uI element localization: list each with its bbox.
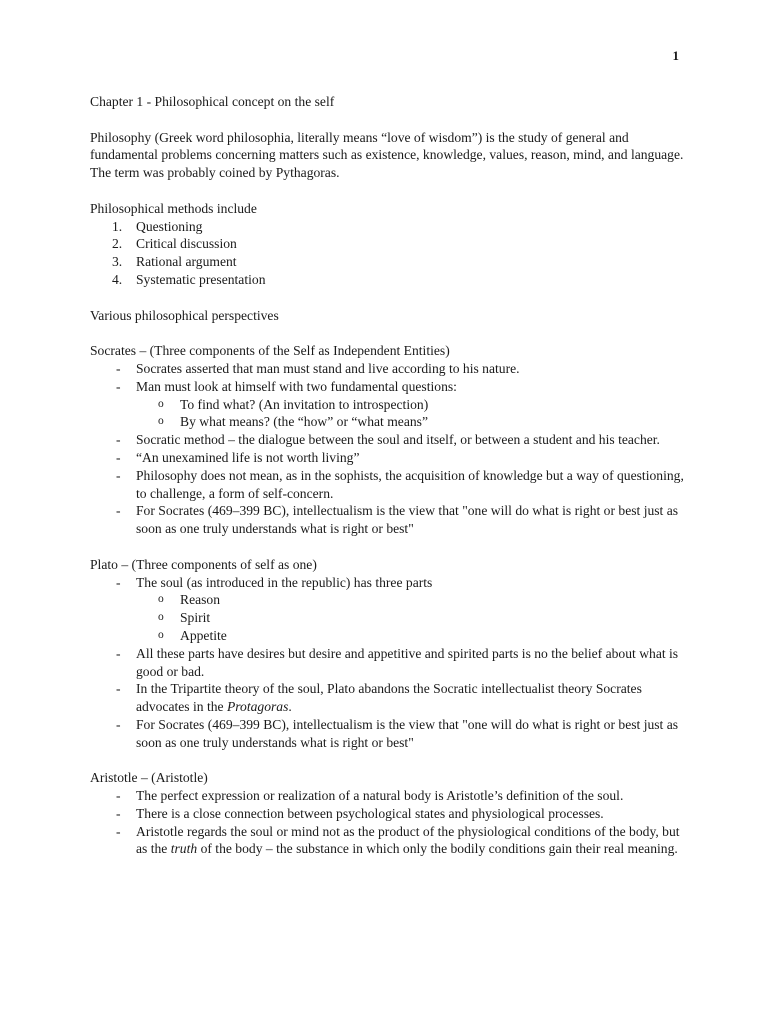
list-item-text xyxy=(136,824,680,857)
list-item-text xyxy=(136,681,642,714)
sub-list-item xyxy=(90,396,690,414)
socrates-list xyxy=(90,360,690,538)
list-item xyxy=(90,823,690,859)
list-item-text: Socrates asserted that man must stand and live according to his nature. xyxy=(136,360,520,376)
list-item-text: For Socrates (469–399 BC), intellectualism is the view that "one will do what is right or best just as soon as one truly understands what is right or best" xyxy=(136,503,679,537)
methods-list xyxy=(90,218,690,289)
list-number: 3. xyxy=(112,254,123,270)
list-item-text: The soul (as introduced in the republic) has three parts xyxy=(136,574,433,590)
list-item-text: Questioning xyxy=(136,218,203,234)
list-item-text: Philosophy does not mean, as in the sophists, the acquisition of knowledge but a way of questioning, to challenge, a form of self-concern. xyxy=(136,467,684,501)
text-segment: of the body – the substance in which only the bodily conditions gain their real meaning. xyxy=(197,841,678,857)
sub-list-item-text: To find what? (An invitation to introspection) xyxy=(180,396,429,412)
sub-list-item xyxy=(90,413,690,431)
list-item xyxy=(90,787,690,805)
dash-bullet: - xyxy=(116,805,121,821)
list-item-text: All these parts have desires but desire and appetitive and spirited parts is no the belief about what is good or bad. xyxy=(136,645,679,679)
circle-bullet: o xyxy=(158,397,164,410)
dash-bullet: - xyxy=(116,449,121,465)
list-item xyxy=(90,805,690,823)
text-segment: Aristotle regards the soul or mind not as the product of the physiological conditions of the body, but as the xyxy=(136,823,680,857)
italic-title: Protagoras xyxy=(226,699,289,715)
dash-bullet: - xyxy=(116,681,121,697)
list-item-text: There is a close connection between psychological states and physiological processes. xyxy=(136,805,604,821)
circle-bullet: o xyxy=(158,593,164,606)
list-item-text: Critical discussion xyxy=(136,236,237,252)
list-item-text: Systematic presentation xyxy=(136,271,266,287)
list-item xyxy=(90,271,690,289)
list-item xyxy=(90,235,690,253)
list-item xyxy=(90,467,690,503)
list-item xyxy=(90,431,690,449)
sub-list-item-text: By what means? (the “how” or “what means” xyxy=(180,414,428,430)
sub-list-item xyxy=(90,627,690,645)
dash-bullet: - xyxy=(116,788,121,804)
circle-bullet: o xyxy=(158,415,164,428)
sub-list-item-text: Reason xyxy=(180,592,221,608)
list-item xyxy=(90,574,690,645)
list-item-text: Rational argument xyxy=(136,254,237,270)
list-item-text: For Socrates (469–399 BC), intellectualism is the view that "one will do what is right or best just as soon as one truly understands what is right or best" xyxy=(136,716,679,750)
list-item xyxy=(90,253,690,271)
chapter-title: Chapter 1 - Philosophical concept on the self xyxy=(90,94,335,109)
list-item xyxy=(90,502,690,538)
document-body xyxy=(90,93,690,858)
dash-bullet: - xyxy=(116,716,121,732)
dash-bullet: - xyxy=(116,503,121,519)
list-item-text: “An unexamined life is not worth living” xyxy=(136,449,360,465)
list-number: 4. xyxy=(112,271,123,287)
list-item-text: Socratic method – the dialogue between the soul and itself, or between a student and his teacher. xyxy=(136,432,660,448)
list-number: 2. xyxy=(112,236,123,252)
list-item-text: The perfect expression or realization of a natural body is Aristotle’s definition of the soul. xyxy=(136,788,624,804)
list-item xyxy=(90,378,690,431)
list-item-text: Man must look at himself with two fundamental questions: xyxy=(136,378,457,394)
list-item xyxy=(90,449,690,467)
intro-paragraph: Philosophy (Greek word philosophia, literally means “love of wisdom”) is the study of general and fundamental problems concerning matters such as existence, knowledge, values, reason, mind, and language. The term was probably coined by Pythagoras. xyxy=(90,129,684,181)
socrates-sublist xyxy=(90,396,690,432)
dash-bullet: - xyxy=(116,574,121,590)
aristotle-list xyxy=(90,787,690,858)
plato-soul-parts xyxy=(90,591,690,644)
dash-bullet: - xyxy=(116,360,121,376)
aristotle-heading: Aristotle – (Aristotle) xyxy=(90,770,208,786)
dash-bullet: - xyxy=(116,823,121,839)
dash-bullet: - xyxy=(116,645,121,661)
page-number: 1 xyxy=(672,48,679,63)
sub-list-item xyxy=(90,609,690,627)
list-item xyxy=(90,680,690,716)
italic-word: truth xyxy=(170,841,198,857)
list-item xyxy=(90,645,690,681)
sub-list-item-text: Spirit xyxy=(180,610,211,626)
list-number: 1. xyxy=(112,218,123,234)
sub-list-item xyxy=(90,591,690,609)
dash-bullet: - xyxy=(116,378,121,394)
methods-heading: Philosophical methods include xyxy=(90,200,257,216)
list-item xyxy=(90,716,690,752)
text-segment: . xyxy=(288,699,292,715)
circle-bullet: o xyxy=(158,628,164,641)
dash-bullet: - xyxy=(116,467,121,483)
plato-heading: Plato – (Three components of self as one) xyxy=(90,556,317,572)
plato-list xyxy=(90,574,690,752)
sub-list-item-text: Appetite xyxy=(180,627,227,643)
list-item xyxy=(90,360,690,378)
text-segment: In the Tripartite theory of the soul, Plato abandons the Socratic intellectualist theory Socrates advocates in the xyxy=(136,681,642,715)
perspectives-heading: Various philosophical perspectives xyxy=(90,307,279,323)
list-item xyxy=(90,218,690,236)
dash-bullet: - xyxy=(116,432,121,448)
socrates-heading: Socrates – (Three components of the Self as Independent Entities) xyxy=(90,343,450,359)
circle-bullet: o xyxy=(158,611,164,624)
